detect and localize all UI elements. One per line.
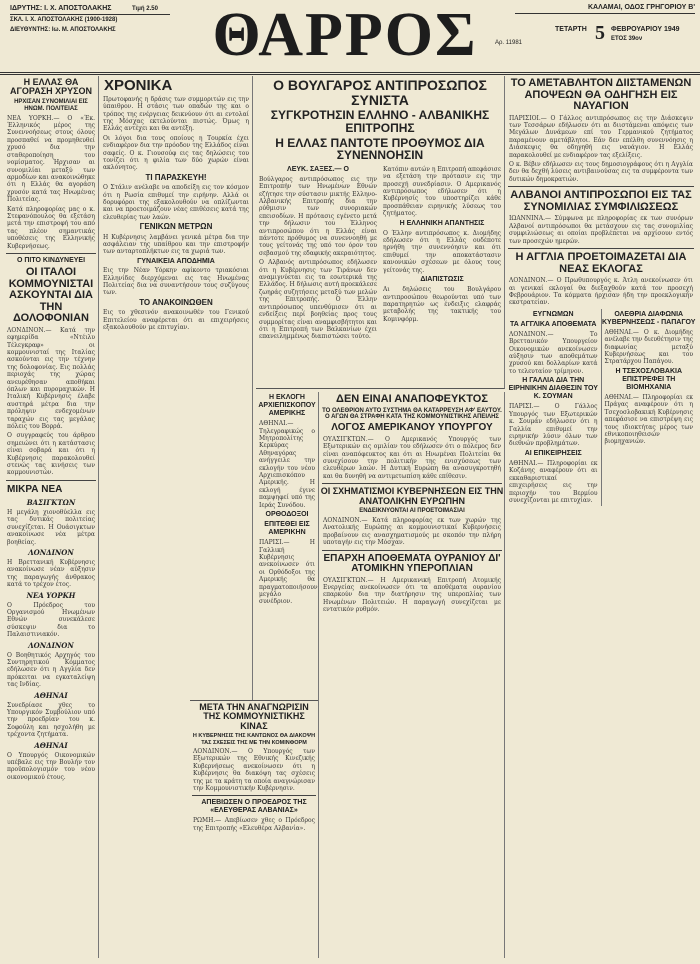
article-eastern-europe: ΛΟΝΔΙΝΟΝ.— Κατά πληροφορίας εκ των χωρών της Ανατολικής Ευρώπης αι κομμουνιστικαί Κυβερνήσεις προβαίνουν εις ανασχηματισμούς με σκοπόν την πλήρη υποταγήν εις την Μόσχαν.	[323, 517, 501, 547]
article-italy-2: Ο συγγραφεύς του άρθρου σημειώνει ότι η κατάστασις είναι σοβαρά και ότι η Κυβέρνησις παρακολουθεί στενώς τας κινήσεις των κομμουνιστών.	[7, 432, 95, 477]
brief: Ο Πρόεδρος του Οργανισμού Ηνωμένων Εθνών συνεκάλεσε σύσκεψιν δια το Παλαιστινιακόν.	[7, 601, 95, 639]
headline-orthodox: ΕΠΙΤΕΘΕΙ ΕΙΣ ΑΜΕΡΙΚΗΝ	[264, 521, 310, 537]
headline-english-reserves: ΤΑ ΑΓΓΛΙΚΑ ΑΠΟΘΕΜΑΤΑ	[510, 320, 597, 328]
lead-text-1: Βούλγαρος αντιπρόσωπος εις την Επιτροπήν των Ηνωμένων Εθνών εζήτησε την σύστασιν μικτής Ελληνο-Αλβανικής Επιτροπής δια την ρύθμισιν των συνοριακών επεισοδίων. Η πρότασις εγένετο μετά την δήλωσιν του Έλληνος αντιπροσώπου ότι η Ελλάς είναι πάντοτε πρόθυμος να συνεννοηθή με τους γείτονάς της υπό τον όρον του σεβασμού της εδαφικής ακεραιότητος.	[259, 175, 377, 257]
lead-text-4: Ο Έλλην αντιπρόσωπος κ. Διομήδης εδήλωσεν ότι η Ελλάς ουδέποτε ηρνήθη την συνεννόησιν και ότι επιθυμεί την αποκατάστασιν κανονικών σχέσεων με όλους τους γείτονάς της.	[383, 229, 501, 274]
divider	[192, 795, 316, 796]
divider	[322, 483, 502, 484]
article-disagreement: ΑΘΗΝΑΙ.— Ο κ. Διομήδης ανέλαβε την διευθέτησιν της διαφωνίας μεταξύ Κυβερνήσεως και του Στρατάρχου Παπάγου.	[604, 328, 693, 366]
article-english-reserves: ΛΟΝΔΙΝΟΝ.— Το Βρεττανικόν Υπουργείον Οικονομικών ανεκοίνωσεν αύξησιν των αποθεμάτων χρυσού και δολλαρίων κατά το τελευταίον τρίμηνον.	[509, 330, 598, 375]
divider	[322, 550, 502, 551]
subhead-not-inevitable: ΤΟ ΟΛΕΘΡΙΟΝ ΑΥΤΟ ΣΥΣΤΗΜΑ ΘΑ ΚΑΤΑΡΡΕΥΣΗ ΑΦ' ΕΑΥΤΟΥ. Ο ΑΓΩΝ ΘΑ ΣΤΡΑΦΗ ΚΑΤΑ ΤΗΣ ΚΟΜΜΟΥΝΙΣΤΙΚΗΣ ΑΠΕΙΛΗΣ	[322, 407, 502, 421]
masthead	[0, 0, 700, 75]
article-chronika-2: Οι λόγοι δια τους οποίους η Τουρκία έχει ενδιαφέρον δια την πρόοδον της Ελλάδος είναι σαφείς. Ο κ. Γιουσούφ εις τας δηλώσεις του τονίζει ότι η φιλία των δύο χωρών είναι ακλόνητος.	[103, 134, 249, 172]
divider	[508, 186, 694, 187]
lead-kicker: ΛΕΥΚ. ΣΑΞΕΣ.— Ο	[287, 165, 349, 173]
right-split	[506, 309, 696, 507]
column-1	[4, 76, 99, 958]
headline-archbishop: Η ΕΚΛΟΓΗ ΑΡΧΙΕΠΙΣΚΟΠΟΥ ΑΜΕΡΙΚΗΣ	[258, 394, 316, 418]
lead-text-3: Κατόπιν αυτών η Επιτροπή απεφάσισε να εξετάση την πρότασιν εις την προσεχή συνεδρίασιν. Ο Αμερικανός αντιπρόσωπος εδήλωσεν ότι η Κυβέρνησίς του υποστηρίζει κάθε προσπάθειαν ειρηνικής λύσεως του ζητήματος.	[383, 165, 501, 218]
subhead-eastern-europe: ΕΝΔΕΙΚΝΥΟΝΤΑΙ ΑΙ ΠΡΟΕΤΟΙΜΑΣΙΑΙ	[359, 508, 465, 515]
lead-text-2: Ο Αλβανός αντιπρόσωπος εδήλωσεν ότι η Κυβέρνησις των Τιράνων δεν αναμιγνύεται εις τα εσωτερικά της Ελλάδος. Η δήλωσις αυτή προεκάλεσε ζωηράς συζητήσεις μεταξύ των μελών της Επιτροπής. Ο Έλλην αντιπρόσωπος υπενθύμισεν ότι αι ενδείξεις περί βοηθείας προς τους συμμορίτας είναι αναμφισβήτητοι και ότι η Επιτροπή των Βαλκανίων έχει επανειλημμένως διαπιστώσει τούτο.	[259, 259, 377, 341]
issue-number: Αρ. 11981	[495, 40, 522, 46]
headline-unchanged-views: ΤΟ ΑΜΕΤΑΒΛΗΤΟΝ ΔΙΙΣΤΑΜΕΝΩΝ ΑΠΟΨΕΩΝ ΘΑ ΟΔΗΓΗΣΗ ΕΙΣ ΝΑΥΑΓΙΟΝ	[510, 77, 692, 113]
article-atomic: ΟΥΑΣΙΓΚΤΩΝ.— Η Αμερικανική Επιτροπή Ατομικής Ενεργείας ανεκοίνωσεν ότι τα αποθέματα ουρανίου επαρκούν δια την διατήρησιν της υπεροπλίας των Ηνωμένων Πολιτειών. Η παραγωγή συνεχίζεται με εντατικόν ρυθμόν.	[323, 576, 501, 614]
brief: Συνεδρίασε χθες το Υπουργικόν Συμβούλιον υπό την προεδρίαν του κ. Σοφούλη και ησχολήθη με τρέχοντα ζητήματα.	[7, 701, 95, 739]
headline-england-elections: Η ΑΓΓΛΙΑ ΠΡΟΕΤΟΙΜΑΖΕΤΑΙ ΔΙΑ ΝΕΑΣ ΕΚΛΟΓΑΣ	[515, 251, 687, 275]
lead-col-right	[380, 164, 504, 343]
lead-columns	[256, 164, 504, 343]
dateline: ΒΑΣΙΓΚΤΩΝ	[26, 497, 76, 507]
address: ΚΑΛΑΜΑΙ, ΟΔΟΣ ΓΡΗΓΟΡΙΟΥ Β'	[515, 4, 695, 14]
divider	[6, 480, 96, 481]
headline-china: ΜΕΤΑ ΤΗΝ ΑΝΑΓΝΩΡΙΣΙΝ ΤΗΣ ΚΟΜΜΟΥΝΙΣΤΙΚΗΣ ΚΙΝΑΣ	[199, 702, 309, 731]
china-story	[190, 700, 318, 959]
headline-france-schuman: Η ΓΑΛΛΙΑ ΔΙΑ ΤΗΝ ΕΙΡΗΝΙΚΗΝ ΔΙΑΘΕΣΙΝ ΤΟΥ Κ. ΣΟΥΜΑΝ	[508, 377, 598, 401]
dateline: ΑΘΗΝΑΙ	[34, 690, 68, 700]
dateline: ΑΘΗΝΑΙ	[34, 740, 68, 750]
article-gold: ΝΕΑ ΥΟΡΚΗ.— Ο «Έκ. Έλληνικός μέρος της Συνεννοήσεως στους όλους προσπαθεί να προμηθευθεί χρυσό δια την σταθεροποίηση του νομίσματος. Ήρχισαν αι συνομιλίαι μεταξύ των αρμοδίων και ανακοινώθηκε ότι η Ελλάς θα αγοράση χρυσόν κατά τας Ηνωμένας Πολιτείας.	[7, 114, 95, 204]
headline-disagreement: ΟΛΕΘΡΙΑ ΔΙΑΦΩΝΙΑ ΚΥΒΕΡΝΗΣΕΩΣ - ΠΑΠΑΓΟΥ	[602, 310, 696, 326]
day-number: 5	[595, 22, 605, 44]
headline-albanian-reps: ΑΛΒΑΝΟΙ ΑΝΤΙΠΡΟΣΩΠΟΙ ΕΙΣ ΤΑΣ ΣΥΝΟΜΙΛΙΑΣ ΣΥΜΦΙΛΙΩΣΕΩΣ	[510, 189, 692, 213]
weekday: ΤΕΤΑΡΤΗ	[555, 26, 587, 33]
masthead-right	[515, 4, 695, 44]
headline-eastern-europe: ΟΙ ΣΧΗΜΑΤΙΣΜΟΙ ΚΥΒΕΡΝΗΣΕΩΝ ΕΙΣ ΤΗΝ ΑΝΑΤΟΛΙΚΗΝ ΕΥΡΩΠΗΝ	[320, 486, 504, 506]
mid-wide-column	[320, 392, 505, 958]
lead-headline-2: ΣΥΓΚΡΟΤΗΣΙΝ ΕΛΛΗΝΟ - ΑΛΒΑΝΙΚΗΣ ΕΠΙΤΡΟΠΗΣ	[270, 108, 490, 135]
article-china: ΛΟΝΔΙΝΟΝ.— Ο Υπουργός των Εξωτερικών της Εθνικής Κινεζικής Κυβερνήσεως ανεκοίνωσεν ότι η Κυβέρνησις θα διακόψη τας σχέσεις της με τα κράτη τα οποία αναγνώρισαν την Κομμουνιστικήν Κυβέρνησιν.	[193, 747, 315, 792]
article-albania-president: ΡΩΜΗ.— Απεβίωσεν χθες ο Πρόεδρος της Επιτροπής «Ελευθέρα Αλβανία».	[193, 817, 315, 832]
brief: Ο Βοηθητικός Αρχηγός του Συντηρητικού Κόμματος εδήλωσεν ότι η Αγγλία δεν πρόκειται να εγκαταλείψη τας Ινδίας.	[7, 651, 95, 689]
dateline: ΛΟΝΔΙΝΟΝ	[28, 547, 74, 557]
brief: Ο Υπουργός Οικονομικών υπέβαλε εις την Βουλήν τον προϋπολογισμόν του νέου οικονομικού έτους.	[7, 751, 95, 781]
article-gold-2: Κατά πληροφορίας μας ο κ. Στεφανόπουλος θα εξετάση μετά την επιστροφή του από τας πλέον σημαντικάς υποθέσεις της Ελληνικής Κυβερνήσεως.	[7, 205, 95, 250]
headline-not-inevitable: ΔΕΝ ΕΙΝΑΙ ΑΝΑΠΟΦΕΥΚΤΟΣ	[336, 393, 488, 405]
headline-atomic: ΕΠΑΡΧΗ ΑΠΟΘΕΜΑΤΑ ΟΥΡΑΝΙΟΥ ΔΙ' ΑΤΟΜΙΚΗΝ ΥΠΕΡΟΠΛΙΑΝ	[323, 552, 501, 575]
kicker-pito: Ο ΠΙΤΟ ΚΙΝΔΥΝΕΥΕΙ	[16, 256, 86, 264]
lead-headline-3: Η ΕΛΛΑΣ ΠΑΝΤΟΤΕ ΠΡΟΘΥΜΟΣ ΔΙΑ ΣΥΝΕΝΝΟΗΣΙΝ	[275, 135, 485, 163]
right-split-left	[506, 309, 602, 507]
article-archbishop: ΑΘΗΝΑΙ.— Τηλεγραφικώς ο Μητροπολίτης Κερκύρας Αθηναγόρας ανήγγειλε την εκλογήν του νέου Αρχιεπισκόπου Αμερικής. Η εκλογή έγινε παμψηφεί υπό της Ιεράς Συνόδου.	[259, 420, 315, 509]
article-paraskevi: Ο Στάλιν ανέλαβε να αποδείξη εις τον κόσμον ότι η Ρωσία επιθυμεί την ειρήνην. Αλλά οι δορυφόροι της εξακολουθούν να οπλίζωνται και να προετοιμάζουν νέας επιθέσεις κατά της ελευθερίας των λαών.	[103, 184, 249, 221]
lead-story	[256, 76, 505, 389]
lead-subhead-1: Η ΕΛΛΗΝΙΚΗ ΑΠΑΝΤΗΣΙΣ	[399, 219, 485, 227]
brief: Η Βρεττανική Κυβέρνησις ανακοίνωσε νέαν αύξησιν της παραγωγής άνθρακος κατά το τρέχον έτος.	[7, 558, 95, 589]
brief: Η μεγάλη χιονοθύελλα εις τας δυτικάς πολιτείας συνεχίζεται. Η Ουάσιγκτων ανακοίνωσε νέα μέτρα βοηθείας.	[7, 508, 95, 546]
founder-line: ΣΚΛ. Ι. Χ. ΑΠΟΣΤΟΛΑΚΗΣ (1900-1928)	[10, 17, 118, 23]
article-czechoslovakia: ΑΘΗΝΑΙ.— Πληροφορίαι εκ Πράγας αναφέρουν ότι η Τσεχοσλοβακική Κυβέρνησις απεφάσισε να επιστρέψη εις τους ιδιοκτήτας μέρος των εθνικοποιηθεισών βιομηχανιών.	[604, 394, 693, 446]
divider	[508, 248, 694, 249]
headline-operations: ΑΙ ΕΠΙΚΕΙΡΗΣΕΙΣ	[524, 449, 582, 457]
price: Τιμή 2.50	[132, 6, 158, 12]
right-split-right	[602, 309, 697, 507]
subhead-china: Η ΚΥΒΕΡΝΗΣΙΣ ΤΗΣ ΚΑΝΤΩΝΟΣ ΘΑ ΔΙΑΚΟΨΗ ΤΑΣ ΣΧΕΣΕΙΣ ΤΗΣ ΜΕ ΤΗΝ ΚΟΜΙΝΦΟΡΜ	[192, 733, 316, 746]
headline-italy: ΟΙ ΙΤΑΛΟΙ ΚΟΜΜΟΥΝΙΣΤΑΙ ΑΣΚΟΥΝΤΑΙ ΔΙΑ ΤΗΝ ΔΟΛΟΦΟΝΙΑΝ	[8, 266, 94, 325]
kicker-orthodox: ΟΡΘΟΔΟΞΟΙ	[265, 511, 309, 519]
article-france-schuman: ΠΑΡΙΣΙ.— Ο Γάλλος Υπουργός των Εξωτερικών κ. Σουμάν εδήλωσεν ότι η Γαλλία επιθυμεί την ειρηνικήν λύσιν όλων των διεθνών προβλημάτων.	[509, 403, 598, 448]
year-issue: ΕΤΟΣ 39ον	[611, 36, 643, 42]
dateline: ΛΟΝΔΙΝΟΝ	[28, 640, 74, 650]
article-american-minister: ΟΥΑΣΙΓΚΤΩΝ.— Ο Αμερικανός Υπουργός των Εξωτερικών εις ομιλίαν του εδήλωσεν ότι ο πόλεμος δεν είναι αναπόφευκτος και ότι αι Ηνωμέναι Πολιτείαι θα συνεχίσουν την πολιτικήν της ενισχύσεως των ελευθέρων λαών. Η Δυτική Ευρώπη θα ανασυγκροτηθή και θα δυνηθή να αντιμετωπίση κάθε επίθεσιν.	[323, 435, 501, 480]
article-unchanged-views-2: Ο κ. Βέβιν εδήλωσεν εις τους δημοσιογράφους ότι η Αγγλία δεν θα δεχθή λύσεις αντιβαινούσας εις τα συμφέροντα των δυτικών δημοκρατιών.	[509, 161, 693, 183]
article-communique: Εις το χθεσινόν ανακοινωθέν του Γενικού Επιτελείου αναφέρεται ότι αι επιχειρήσεις εξακολουθούν με επιτυχίαν.	[103, 309, 249, 332]
lead-headline-1: Ο ΒΟΥΛΓΑΡΟΣ ΑΝΤΙΠΡΟΣΩΠΟΣ ΣΥΝΙΣΤΑ	[273, 77, 487, 108]
article-italy: ΛΟΝΔΙΝΟΝ.— Κατά την εφημερίδα «Ντέιλυ Τέλεγκραφ» οι κομμουνισταί της Ιταλίας ασκούνται εις την τέχνην της δολοφονίας. Εις πολλάς περιοχάς της χώρας ανευρέθησαν αποθήκαι όπλων και πυρομαχικών. Η Ιταλική Κυβέρνησις έλαβε αυστηρά μέτρα δια την πρόληψιν ενδεχομένων ταραχών εις τας μεγάλας πόλεις του Βορρά.	[7, 326, 95, 431]
kicker-eugnomon: ΕΥΓΝΩΜΩΝ	[532, 310, 574, 318]
headline-women: ΓΥΝΑΙΚΕΙΑ ΑΠΟΔΗΜΙΑ	[137, 257, 215, 265]
article-general-measures: Η Κυβέρνησις λαμβάνει γενικά μέτρα δια την ασφάλειαν της υπαίθρου και την επιστροφήν των ανταρτοπλήκτων εις τα χωριά των.	[103, 233, 249, 256]
article-albanian-reps: ΙΩΑΝΝΙΝΑ.— Σύμφωνα με πληροφορίας εκ των συνόρων Αλβανοί αντιπρόσωποι θα μετάσχουν εις τας συνομιλίας συμφιλιώσεως αι οποίαι προβλέπεται να αρχίσουν εντός των προσεχών ημερών.	[509, 215, 693, 245]
headline-communique: ΤΟ ΑΝΑΚΟΙΝΩΘΕΝ	[139, 297, 213, 307]
director: ΔΙΕΥΘΥΝΤΗΣ: Ιω. Μ. ΑΠΟΣΤΟΛΑΚΗΣ	[10, 27, 116, 33]
right-column	[506, 76, 696, 958]
dateline: ΝΕΑ ΥΟΡΚΗ	[26, 590, 76, 600]
lead-subhead-2: ΔΙΑΠΙΣΤΩΣΙΣ	[420, 276, 464, 284]
subhead-gold: ΗΡΧΙΣΑΝ ΣΥΝΟΜΙΛΙΑΙ ΕΙΣ ΗΝΩΜ. ΠΟΛΙΤΕΙΑΣ	[14, 98, 88, 112]
headline-czechoslovakia: Η ΤΣΕΧΟΣΛΟΒΑΚΙΑ ΕΠΙΣΤΡΕΦΕΙ ΤΗ ΒΙΟΜΗΧΑΝΙΑ	[615, 367, 683, 391]
article-chronika: Πρωτοφανής η δράσις των συμμοριτών εις την ύπαιθρον. Η στάσις των οπαδών της και ο τρόπος της ενέργειας δεικνύουν ότι αι εντολαί της Μόσχας εκτελούνται πιστώς. Όμως η Ελλάς αντέχει και θα αντέξη.	[103, 95, 249, 133]
section-small-news: ΜΙΚΡΑ ΝΕΑ	[7, 483, 63, 495]
headline-paraskevi: ΤΙ ΠΑΡΑΣΚΕΥΗ!	[145, 172, 207, 182]
headline-american-minister: ΛΟΓΟΣ ΑΜΕΡΙΚΑΝΟΥ ΥΠΟΥΡΓΟΥ	[331, 422, 493, 434]
article-operations: ΑΘΗΝΑΙ.— Πληροφορίαι εκ Κοζάνης αναφέρουν ότι αι εκκαθαριστικαί επιχειρήσεις εις την περιοχήν του Βερμίου συνεχίζονται με επιτυχίαν.	[509, 459, 598, 504]
lead-text-5: Αι δηλώσεις του Βουλγάρου αντιπροσώπου θεωρούνται υπό των παρατηρητών ως ένδειξις ελαφράς μεταβολής της τακτικής του Κομινφόρμ.	[383, 286, 501, 323]
newspaper-title: ΘΑΡΡΟΣ	[212, 1, 478, 69]
headline-gold: Η ΕΛΛΑΣ ΘΑ ΑΓΟΡΑΣΗ ΧΡΥΣΟΝ	[9, 77, 93, 97]
lead-col-left	[256, 164, 380, 343]
article-unchanged-views: ΠΑΡΙΣΙΟΙ.— Ο Γάλλος αντιπρόσωπος εις την Διάσκεψιν των Τεσσάρων εδήλωσεν ότι αι διιστάμεναι απόψεις των Μεγάλων Δυνάμεων επί του Γερμανικού ζητήματος παραμένουν αμετάβλητοι. Εάν δεν επέλθη συνεννόησις η Διάσκεψις θα οδηγηθή εις ναυάγιον. Η Ελλάς παρακολουθεί με ενδιαφέρον τας εξελίξεις.	[509, 114, 693, 159]
section-chronika: ΧΡΟΝΙΚΑ	[104, 77, 173, 94]
date: ΦΕΒΡΟΥΑΡΙΟΥ 1949	[611, 26, 680, 33]
article-orthodox: ΠΑΡΙΣΙ.— Η Γαλλική Κυβέρνησις ανεκοίνωσεν ότι οι Ορθόδοξοι της Αμερικής θα πραγματοποιήσουν μεγάλο συνέδριον.	[259, 539, 318, 606]
masthead-left	[10, 4, 170, 35]
divider	[6, 253, 96, 254]
headline-albania-president: ΑΠΕΒΙΩΣΕΝ Ο ΠΡΟΕΔΡΟΣ ΤΗΣ «ΕΛΕΥΘΕΡΑΣ ΑΛΒΑΝΙΑΣ»	[201, 799, 307, 815]
article-women: Εις την Νέαν Υόρκην αφίκοντο τριακόσιαι Ελληνίδες διερχόμεναι εις τας Ηνωμένας Πολιτείας δια να συναντήσουν τους συζύγους των.	[103, 267, 249, 297]
publisher: ΙΔΡΥΤΗΣ: Ι. Χ. ΑΠΟΣΤΟΛΑΚΗΣ	[10, 4, 170, 15]
headline-general-measures: ΓΕΝΙΚΩΝ ΜΕΤΡΩΝ	[139, 222, 213, 232]
article-england-elections: ΛΟΝΔΙΝΟΝ.— Ο Πρωθυπουργός κ. Άτλη ανεκοίνωσεν ότι αι γενικαί εκλογαί θα διεξαχθούν κατά τον προσεχή Φεβρουάριον. Τα κόμματα ήρχισαν ήδη την προεκλογικήν εκστρατείαν.	[509, 277, 693, 307]
